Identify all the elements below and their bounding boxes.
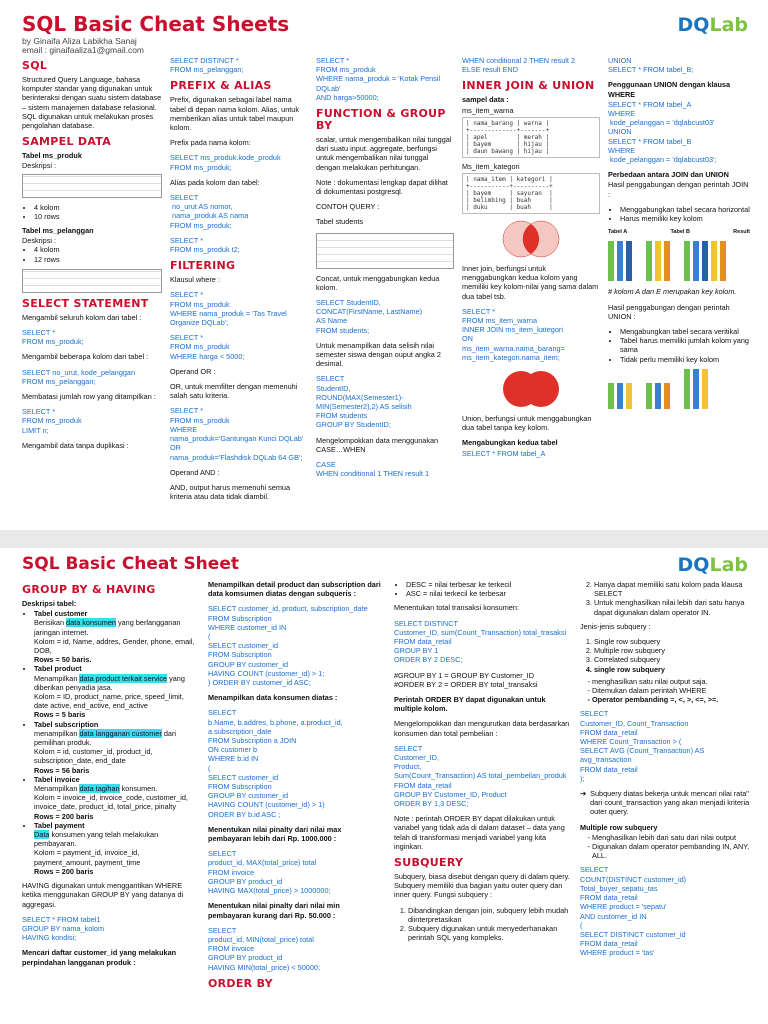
highlighted-text: Data xyxy=(34,830,50,840)
tabel-students-label: Tabel students xyxy=(316,217,364,227)
table-name: Tabel product xyxy=(34,664,82,674)
having-code: SELECT * FROM tabel1 GROUP BY nama_kolom HAVING kondisi; xyxy=(22,914,105,943)
join-union-diff-title: Perbedaan antara JOIN dan UNION xyxy=(608,170,729,180)
table-desc-item xyxy=(34,609,198,664)
alias-text: Alias pada kolom dan tabel: xyxy=(170,177,260,187)
list-item: • 12 rows xyxy=(34,255,162,264)
list-item: - Digunakan dalam operator pembanding IN, ANY, ALL. xyxy=(592,842,752,860)
inner-join-venn-icon xyxy=(491,218,571,260)
join-diagram-labels xyxy=(608,228,750,237)
list-item: • Menggabungkan tabel secara horizontal xyxy=(620,205,750,214)
kolom-text: Kolom = ID, product_name, price, speed_limit, date active, end_active, end_active xyxy=(34,692,184,711)
union-where-title: Penggunaan UNION dengan klausa WHERE xyxy=(608,80,731,99)
sheet1-col3 xyxy=(316,56,454,526)
jenis-subquery-label: Jenis-jenis subquery : xyxy=(580,621,651,631)
union-bullets xyxy=(608,327,750,364)
sheet1-col1 xyxy=(22,56,162,526)
case-code: CASE WHEN conditional 1 THEN result 1 xyxy=(316,460,430,479)
pinalty-min-title: Menentukan nilai pinalty dari nilai min pembayaran kurang dari Rp. 50.000 : xyxy=(208,901,340,920)
logo-part-dq: DQ xyxy=(677,14,710,36)
function-description: scalar, untuk mengembalikan nilai tunggal dari suatu input. aggregate, berfungsi untuk mengembalikan nilai tunggal dengan melakukan perhitungan. xyxy=(316,135,452,172)
group-order-comment: #GROUP BY 1 = GROUP BY Customer_ID #ORDER BY 2 = ORDER BY total_transaksi xyxy=(394,670,538,689)
desc-text: konsumen. xyxy=(119,784,158,794)
sheet2-col2 xyxy=(208,580,384,1024)
kolom-text: Kolom = id, customer_id, product_id, subscription_date, end_date xyxy=(34,747,153,766)
label-result: Result xyxy=(733,229,750,236)
heading-group-by-having: GROUP BY & HAVING xyxy=(22,583,156,596)
pinalty-min-code: SELECT product_id, MIN(total_price) total FROM invoice GROUP BY product_id HAVING MIN(total_price) < 50000; xyxy=(208,925,320,972)
inner-join-text: Inner join, berfungsi untuk menggabungkan kedua kolom yang memiliki key kolom-nilai yang sama dalam dua tabel tsb. xyxy=(462,264,599,301)
list-item: • 10 rows xyxy=(34,212,162,221)
key-column-note: # kolom A dan E merupakan key kolom. xyxy=(608,287,737,297)
kelompok-code: SELECT Customer_ID, Product, Sum(Count_Transaction) AS total_pembelian_produk FROM data_retail GROUP BY Customer_ID, Product ORDER BY 1,3 DESC; xyxy=(394,743,567,809)
heading-prefix-alias: PREFIX & ALIAS xyxy=(170,79,272,93)
mencari-text: Mencari daftar customer_id yang melakukan perpindahan langganan produk : xyxy=(22,948,177,967)
prefix-description: Prefix, digunakan sebagai label nama tabel di depan nama kolom. Alias, untuk memberikan alias untuk tabel maupun kolom. xyxy=(170,95,299,133)
union-venn-icon xyxy=(491,368,571,410)
arrow-note xyxy=(580,789,752,817)
multiple-column-text: Perintah ORDER BY dapat digunakan untuk multiple kolom. xyxy=(394,695,546,714)
arrow-note-text: Subquery diatas bekerja untuk mencari nilai rata" dari count_transaction yang akan menjadi kriteria outer query. xyxy=(590,789,750,817)
list-item: - Ditemukan dalam perintah WHERE xyxy=(592,686,752,695)
logo-part-lab: Lab xyxy=(709,14,748,36)
desc-text: Berisikan xyxy=(34,618,67,628)
list-item: 2. Multiple row subquery xyxy=(594,646,752,655)
list-item: • ASC = nilai terkecil ke terbesar xyxy=(406,589,570,598)
total-transaksi-text: Menentukan total transaksi konsumen: xyxy=(394,603,519,613)
subquery-function-list xyxy=(394,906,570,943)
filter-text-1: Klausul where : xyxy=(170,275,220,285)
filter-code-1: SELECT * FROM ms_produk WHERE nama_produk = 'Tas Travel Organize DQLab'; xyxy=(170,290,287,328)
list-item: - Operator pembanding =, <, >, <=, >=. xyxy=(592,695,752,704)
list-item: 2. Hanya dapat memiliki satu kolom pada klausa SELECT xyxy=(594,580,752,598)
table-name: Tabel subscription xyxy=(34,719,99,729)
table-desc-item xyxy=(34,775,198,821)
list-item: 4. single row subquery xyxy=(594,665,752,674)
filter-code-3: SELECT * FROM ms_produk WHERE nama_produk='Gantungan Kunci DQLab' OR nama_produk='Flashdisk DQLab 64 GB'; xyxy=(170,406,304,462)
union-code-cont: UNION SELECT * FROM tabel_B; xyxy=(608,56,694,75)
table-item-kategori: | nama_item | kategori | +-----------+----------+ | bayem | sayuran | | belimbing | buah | | duku | buah | xyxy=(462,173,600,214)
desc-text: yang diberikan penyadia jasa. xyxy=(34,673,185,692)
table-desc-item xyxy=(34,664,198,719)
list-item: • 4 kolom xyxy=(34,245,162,254)
kolom-text: Kolom = payment_id, invoice_id, payment_amount, payment_time xyxy=(34,848,141,867)
highlighted-text: data konsumen xyxy=(66,618,116,628)
list-item: - Menghasilkan lebih dari satu dari nilai output xyxy=(592,833,752,842)
sample-table-produk xyxy=(22,174,162,198)
list-item: 2. Subquery digunakan untuk menyederhanakan perintah SQL yang kompleks. xyxy=(408,924,570,942)
having-text: HAVING digunakan untuk menggantikan WHERE ketika menggunakan GROUP BY yang datanya di aggregasi. xyxy=(22,881,184,909)
heading-function-group-by: FUNCTION & GROUP BY xyxy=(316,107,446,133)
logo-part-dq: DQ xyxy=(677,554,710,576)
table-description-list xyxy=(22,609,198,876)
list-item: • Mengabungkan tabel secara veritikal xyxy=(620,327,750,336)
rows-text: Rows = 200 baris xyxy=(34,811,94,821)
concat-code: SELECT StudentID, CONCAT(FirstName, LastName) AS Name FROM students; xyxy=(316,298,423,335)
single-row-code: SELECT Customer_ID, Count_Transaction FROM data_retail WHERE Count_Transaction > ( SELECT AVG (Count_Transaction) AS avg_transaction FROM data_retail ); xyxy=(580,709,705,783)
table-name: Tabel payment xyxy=(34,820,85,830)
function-note: Note : dokumentasi lengkap dapat dilihat di dokumentasi postgresql. xyxy=(316,177,448,197)
desc-text: konsumen yang telah melakukan pembayaran. xyxy=(34,830,159,849)
contoh-query-label: CONTOH QUERY : xyxy=(316,202,380,212)
deskripsi-tabel-label: Deskripsi tabel: xyxy=(22,599,77,608)
list-item: 3. Untuk menghasilkan nilai lebih dari satu hanya dapat digunakan dalam operator IN. xyxy=(594,598,752,616)
alias-code-2: SELECT * FROM ms_produk t2; xyxy=(170,235,240,255)
sheet1-col4 xyxy=(462,56,600,526)
filter-text-or: Operand OR : xyxy=(170,366,216,376)
subquery-rules-list xyxy=(580,580,752,617)
arrow-right-icon: ➔ xyxy=(580,789,587,799)
heading-select-statement: SELECT STATEMENT xyxy=(22,296,149,310)
cheat-sheet-2 xyxy=(0,548,768,1024)
produk-bullets xyxy=(22,203,162,221)
desc-text: Menampilkan xyxy=(34,784,80,794)
filter-text-and: Operand AND : xyxy=(170,467,220,477)
multiple-row-bullets xyxy=(580,833,752,861)
heading-order-by: ORDER BY xyxy=(208,976,273,990)
subquery-description: Subquery, biasa disebut dengan query di dalam query. Subquery memiliki dua bagian yaitu outer query dan inner query. Fungsi subquery : xyxy=(394,872,570,900)
heading-sampel-data: SAMPEL DATA xyxy=(22,135,112,149)
union-code: SELECT * FROM tabel_A xyxy=(462,448,546,458)
konsumen-title: Menampilkan data konsumen diatas : xyxy=(208,693,338,703)
prefix-text: Prefix pada nama kolom: xyxy=(170,138,251,148)
desc-text: menampilkan xyxy=(34,728,80,738)
table-item-warna: | nama_barang | warna | +-------------+-------+ | apel | merah | | bayem | hijau | | daun bawang | hijau | xyxy=(462,117,600,158)
highlighted-text: data product terkait service xyxy=(79,673,168,683)
heading-sql: SQL xyxy=(22,59,48,72)
prefix-code: SELECT ms_produk.kode_produk FROM ms_produk; xyxy=(170,153,281,172)
join-result-text: Hasil penggabungan dengan perintah JOIN : xyxy=(608,180,749,199)
union-text: Union, berfungsi untuk menggabungkan dua tabel tanpa key kolom. xyxy=(462,414,592,433)
highlighted-text: data tagihan xyxy=(79,784,120,794)
alias-code-1: SELECT no_urut AS nomor, nama_produk AS nama FROM ms_produk; xyxy=(170,193,249,230)
concat-text: Concat, untuk menggabungkan kedua kolom. xyxy=(316,273,440,292)
gabung-label: Mengabungkan kedua tabel xyxy=(462,438,558,448)
author-line: by Ginaifa Aliza Labikha Sanaj xyxy=(22,36,137,46)
select-text-3: Membatasi jumlah row yang ditampilkan : xyxy=(22,392,156,402)
sheet1-col5 xyxy=(608,56,750,526)
list-item: - menghasilkan satu nilai output saja. xyxy=(592,677,752,686)
label-tabel-b: Tabel B xyxy=(670,229,690,236)
select-text-2: Mengambil beberapa kolom dari tabel : xyxy=(22,352,149,362)
distinct-code: SELECT DISTINCT * FROM ms_pelanggan; xyxy=(170,56,244,75)
join-bullets xyxy=(608,205,750,223)
case-text: Mengelompokkan data menggunakan CASE…WHEN xyxy=(316,435,439,454)
pinalty-max-code: SELECT product_id, MAX(total_price) total FROM invoice GROUP BY product_id HAVING MAX(total_price) > 1000000; xyxy=(208,849,331,896)
order-bullets xyxy=(394,580,570,598)
heading-inner-join-union: INNER JOIN & UNION xyxy=(462,79,595,93)
highlighted-text: data langganan customer xyxy=(79,728,162,738)
sheet2-col4 xyxy=(580,580,752,1024)
students-table xyxy=(316,233,454,269)
pinalty-max-title: Menentukan nilai pinalty dari nilai max pembayaran lebih dari Rp. 1000.000 : xyxy=(208,824,342,844)
table-name-warna: ms_item_warna xyxy=(462,105,514,115)
desc-text: dari pemilihan produk. xyxy=(34,728,176,748)
multiple-row-code: SELECT COUNT(DISTINCT customer_id) Total_buyer_sepatu_tas FROM data_retail WHERE product = 'sepatu' AND customer_id IN ( SELECT DISTINCT customer_id FROM data_retail WHERE product = 'tas' xyxy=(580,865,687,958)
kolom-text: Kolom = invoice_id, invoice_code, customer_id, invoice_date, product_id, total_price, pinalty xyxy=(34,793,188,812)
rows-text: Rows = 200 baris xyxy=(34,866,94,876)
jenis-subquery-list xyxy=(580,637,752,674)
union-where-code: SELECT * FROM tabel_A WHERE kode_pelanggan = 'dqlabcust03' UNION SELECT * FROM tabel_B WHERE kode_pelanggan = 'dqlabcust03'; xyxy=(608,99,717,165)
select-code-3: SELECT * FROM ms_produk LIMIT n; xyxy=(22,407,82,435)
sheet2-col3 xyxy=(394,580,570,1024)
table-name: Tabel invoice xyxy=(34,774,80,784)
label-tabel-pelanggan: Tabel ms_pelanggan xyxy=(22,226,94,236)
sampel-data-label: sampel data : xyxy=(462,95,509,105)
list-item: 1. Dibandingkan dengan join, subquery lebih mudah diinterpretasikan xyxy=(408,906,570,924)
logo-part-lab: Lab xyxy=(709,554,748,576)
pelanggan-bullets xyxy=(22,245,162,263)
table-name-kategori: Ms_item_kategori xyxy=(462,161,520,171)
list-item: • DESC = nilai terbesar ke terkecil xyxy=(406,580,570,589)
subquery-detail-code: SELECT customer_id, product, subscription_date FROM Subscription WHERE customer_id IN ( SELECT customer_id FROM Subscription GROUP BY customer_id HAVING COUNT (customer_id) > 1; ) ORDER BY customer_id ASC; xyxy=(208,604,368,688)
filter-text-and-desc: AND, output harus memenuhi semua kriteria atau data tidak diambil. xyxy=(170,482,291,502)
case-code-cont: WHEN conditional 2 THEN result 2 ELSE result END xyxy=(462,56,576,75)
table-name: Tabel customer xyxy=(34,609,88,619)
desc-text: yang berlangganan jaringan internet. xyxy=(34,618,181,637)
union-result-text: Hasil penggabungan dengan perintah UNION : xyxy=(608,302,730,321)
heading-subquery: SUBQUERY xyxy=(394,856,464,870)
filter-text-or-desc: OR, untuk memfilter dengan memenuhi salah satu kriteria. xyxy=(170,382,298,401)
join-diagram xyxy=(608,241,750,281)
page-gap xyxy=(0,530,768,548)
total-transaksi-code: SELECT DISTINCT Customer_ID, sum(Count_Transaction) total_trasaksi FROM data_retail GROUP BY 1 ORDER BY 2 DESC; xyxy=(394,618,567,665)
table-desc-item xyxy=(34,720,198,775)
list-item: 3. Correlated subquery xyxy=(594,655,752,664)
sql-description: Structured Query Language, bahasa komputer standar yang digunakan untuk berinteraksi dengan suatu sistem database – sistem manajemen database relasional. SQL digunakan untuk melakukan proses pengolahan database. xyxy=(22,75,162,131)
rows-text: Rows = 50 baris. xyxy=(34,655,92,665)
sample-table-pelanggan xyxy=(22,269,162,293)
dqlab-logo xyxy=(678,14,748,36)
inner-join-code: SELECT * FROM ms_item_warna INNER JOIN ms_item_kategori ON ms_item_warna.nama_barang= ms_item_kategori.nama_item; xyxy=(462,306,565,362)
select-text-4: Mengambil data tanpa duplikasi : xyxy=(22,440,129,450)
desc-text: Menampilkan xyxy=(34,673,80,683)
multiple-row-title: Multiple row subquery xyxy=(580,822,658,832)
kelompok-text: Mengelompokkan dan mengurutkan data berdasarkan konsumen dan total pembelian : xyxy=(394,719,570,738)
sheet1-col2 xyxy=(170,56,308,526)
filter-code-2: SELECT * FROM ms_produk WHERE harga < 5000; xyxy=(170,333,245,361)
single-row-bullets xyxy=(580,677,752,705)
email-line: email : ginaifaaliza1@gmail.com xyxy=(22,45,145,55)
order-note: Note : perintah ORDER BY dapat dilakukan untuk variabel yang tidak ada di dalam dataset – data yang telah di transformasi menjadi variabel yang kita inginkan. xyxy=(394,814,565,851)
select-code-1: SELECT * FROM ms_produk; xyxy=(22,328,84,347)
heading-filtering: FILTERING xyxy=(170,259,236,273)
label-tabel-produk: Tabel ms_produk xyxy=(22,151,82,161)
round-code: SELECT StudentID, ROUND(MAX(Semester1)- MIN(Semester2),2) AS selisih FROM students GROUP BY StudentID; xyxy=(316,374,412,430)
list-item: 1. Single row subquery xyxy=(594,637,752,646)
list-item: • Tabel harus memiliki jumlah kolom yang sama xyxy=(620,336,750,354)
round-text: Untuk menampilkan data selisih nilai semester siswa dengan ouput angka 2 desimal. xyxy=(316,340,441,369)
dqlab-logo-2 xyxy=(678,554,748,576)
label-tabel-a: Tabel A xyxy=(608,229,628,236)
kolom-text: Kolom = id, Name, addres, Gender, phone, email, DOB, xyxy=(34,636,195,656)
select-text-1: Mengambil seluruh kolom dari tabel : xyxy=(22,312,142,322)
list-item: • Tidak perlu memiliki key kolom xyxy=(620,355,750,364)
and-code: SELECT * FROM ms_produk WHERE nama_produk = 'Kotak Pensil DQLab' AND harga>50000; xyxy=(316,56,441,102)
rows-text: Rows = 56 baris xyxy=(34,765,90,775)
rows-text: Rows = 5 baris xyxy=(34,710,86,720)
table-desc-item xyxy=(34,821,198,876)
select-code-2: SELECT no_urut, kode_pelanggan FROM ms_pelanggan; xyxy=(22,367,136,386)
subquery-detail-title: Menampilkan detail product dan subscription dari data komsumen diatas dengan subqueris : xyxy=(208,580,381,599)
sheet2-col1 xyxy=(22,580,198,1024)
list-item: • Harus memiliki key kolom xyxy=(620,214,750,223)
label-deskripsi-2: Deskripsi : xyxy=(22,236,57,246)
list-item: • 4 kolom xyxy=(34,203,162,212)
sheet1-title: SQL Basic Cheat Sheets xyxy=(22,12,290,36)
konsumen-code: SELECT b.Name, b.addres, b.phone, a.product_id, a.subscription_date FROM Subscription a JOIN ON customer b WHERE b.id IN ( SELECT customer_id FROM Subscription GROUP BY customer_id HAVING COUNT (customer_id) > 1) ORDER BY b.id ASC ; xyxy=(208,708,343,819)
sheet2-title: SQL Basic Cheat Sheet xyxy=(22,554,239,574)
union-diagram xyxy=(608,369,750,409)
label-deskripsi: Deskripsi : xyxy=(22,161,57,171)
